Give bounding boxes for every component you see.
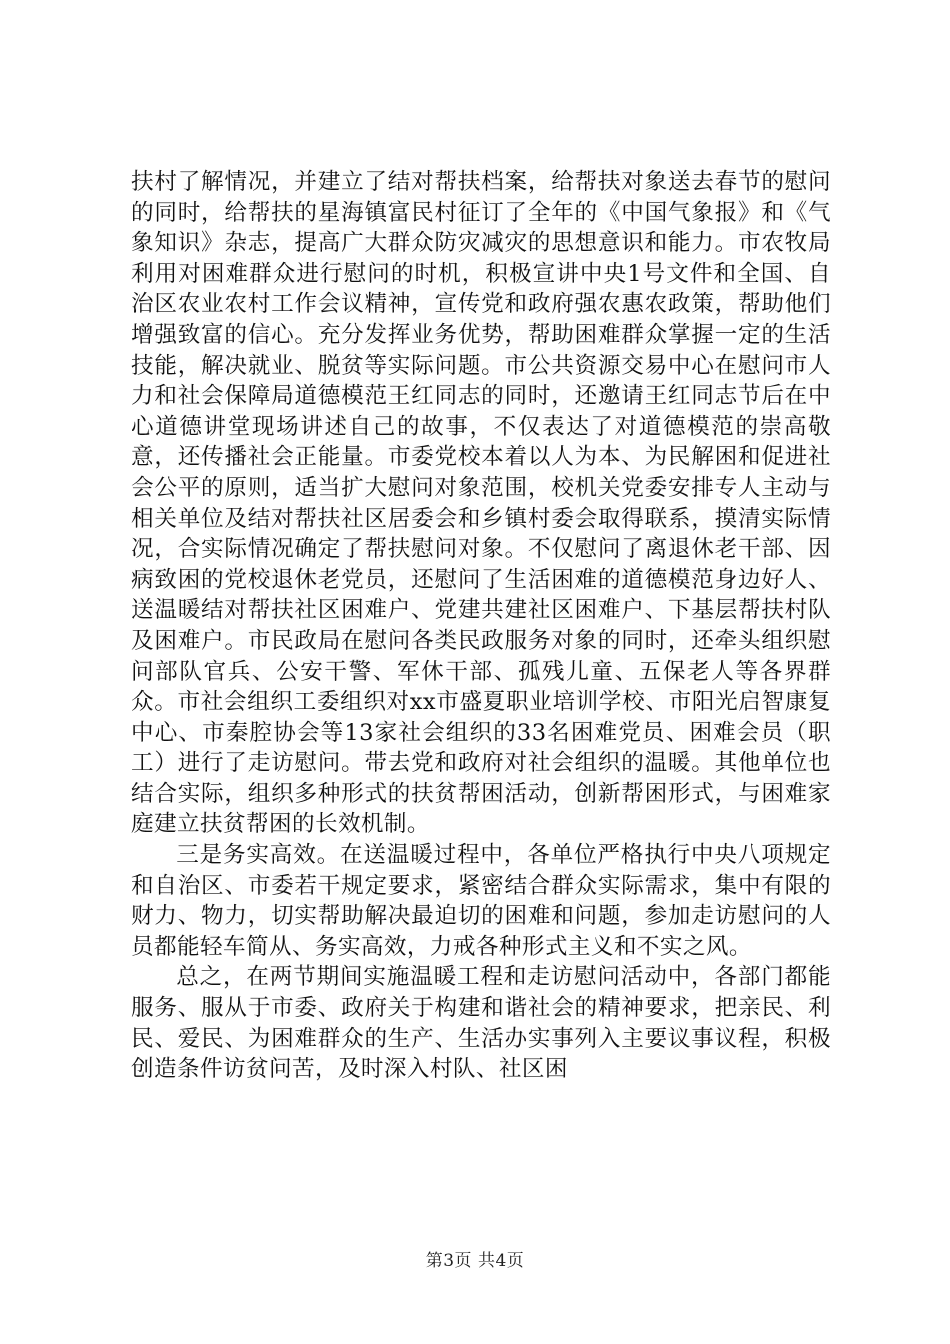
page-footer: 第3页 共4页 <box>425 1251 525 1271</box>
paragraph-continued: 扶村了解情况，并建立了结对帮扶档案，给帮扶对象送去春节的慰问的同时，给帮扶的星海镇富民村征订了全年的《中国气象报》和《气象知识》杂志，提高广大群众防灾减灾的思想意识和能力。市农牧局利用对困难群众进行慰问的时机，积极宣讲中央1号文件和全国、自治区农业农村工作会议精神，宣传党和政府强农惠农政策，帮助他们增强致富的信心。充分发挥业务优势，帮助困难群众掌握一定的生活技能，解决就业、脱贫等实际问题。市公共资源交易中心在慰问市人力和社会保障局道德模范王红同志的同时，还邀请王红同志节后在中心道德讲堂现场讲述自己的故事，不仅表达了对道德模范的崇高敬意，还传播社会正能量。市委党校本着以人为本、为民解困和促进社会公平的原则，适当扩大慰问对象范围，校机关党委安排专人主动与相关单位及结对帮扶社区居委会和乡镇村委会取得联系，摸清实际情况，合实际情况确定了帮扶慰问对象。不仅慰问了离退休老干部、因病致困的党校退休老党员，还慰问了生活困难的道德模范身边好人、送温暖结对帮扶社区困难户、党建共建社区困难户、下基层帮扶村队及困难户。市民政局在慰问各类民政服务对象的同时，还牵头组织慰问部队官兵、公安干警、军休干部、孤残儿童、五保老人等各界群众。市社会组织工委组织对xx市盛夏职业培训学校、市阳光启智康复中心、市秦腔协会等13家社会组织的33名困难党员、困难会员（职工）进行了走访慰问。带去党和政府对社会组织的温暖。其他单位也结合实际，组织多种形式的扶贫帮困活动，创新帮困形式，与困难家庭建立扶贫帮困的长效机制。 <box>131 169 831 838</box>
document-body <box>131 167 831 1085</box>
paragraph-summary: 总之，在两节期间实施温暖工程和走访慰问活动中，各部门都能服务、服从于市委、政府关于构建和谐社会的精神要求，把亲民、利民、爱民、为困难群众的生产、生活办实事列入主要议事议程，积极创造条件访贫问苦，及时深入村队、社区困 <box>131 964 831 1083</box>
paragraph-practical-efficiency: 三是务实高效。在送温暖过程中，各单位严格执行中央八项规定和自治区、市委若干规定要求，紧密结合群众实际需求，集中有限的财力、物力，切实帮助解决最迫切的困难和问题，参加走访慰问的人员都能轻车简从、务实高效，力戒各种形式主义和不实之风。 <box>131 842 831 960</box>
